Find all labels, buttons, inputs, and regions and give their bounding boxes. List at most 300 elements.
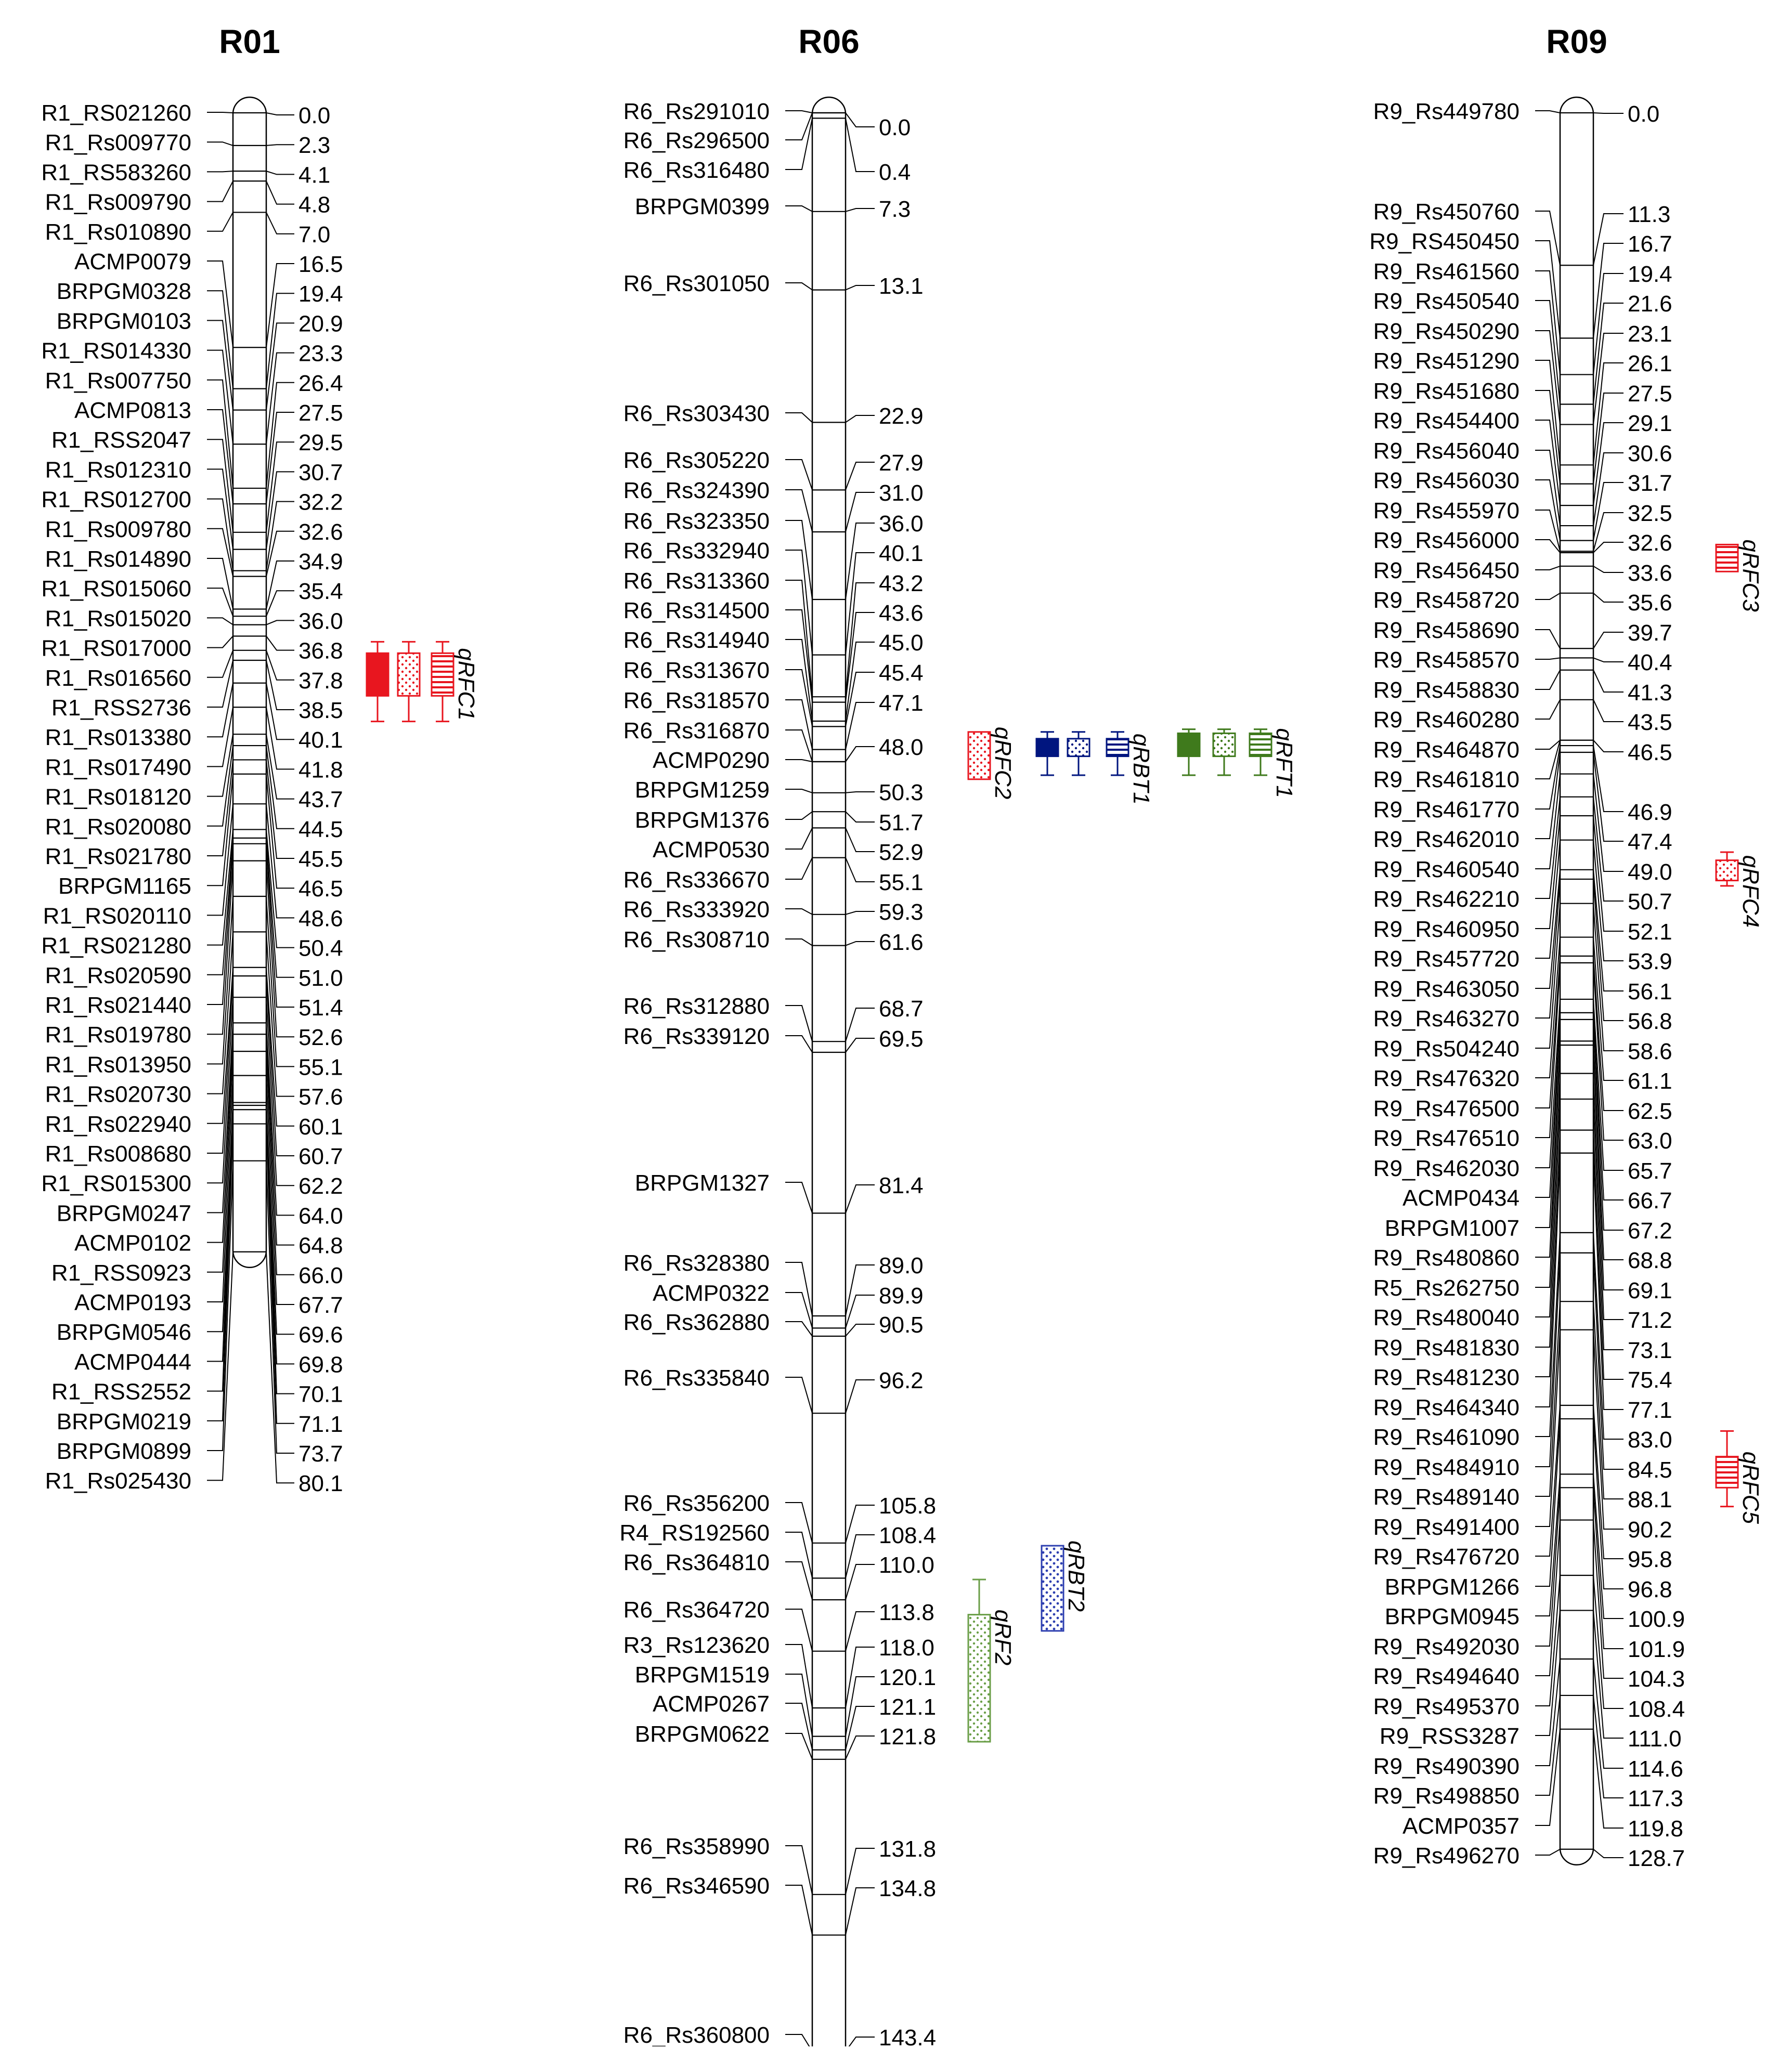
marker-position: 32.5: [1628, 501, 1672, 526]
marker-position: 96.2: [879, 1368, 924, 1393]
marker-position: 100.9: [1628, 1607, 1685, 1632]
marker-position: 49.0: [1628, 859, 1672, 885]
marker-name: BRPGM1519: [634, 1662, 770, 1688]
marker-name: R6_Rs332940: [623, 538, 770, 564]
marker-connector: [785, 111, 812, 113]
marker-connector: [785, 1036, 812, 1052]
position-connector: [1593, 700, 1624, 722]
marker-position: 46.9: [1628, 800, 1672, 825]
qtl-label: qRBT2: [1063, 1541, 1089, 1612]
marker-position: 34.9: [298, 549, 343, 575]
position-connector: [846, 492, 875, 532]
marker-position: 89.9: [879, 1283, 924, 1309]
marker-connector: [207, 1252, 233, 1480]
marker-connector: [785, 1885, 812, 1935]
marker-name: R9_Rs450290: [1373, 319, 1520, 344]
marker-position: 114.6: [1628, 1756, 1683, 1782]
position-connector: [1593, 1849, 1624, 1858]
linkage-group-r09: [1369, 23, 1763, 1871]
position-connector: [846, 911, 875, 915]
marker-connector: [1535, 450, 1560, 526]
position-connector: [846, 583, 875, 697]
marker-position: 41.3: [1628, 680, 1672, 706]
position-connector: [846, 1888, 875, 1935]
marker-name: R9_Rs484910: [1373, 1455, 1520, 1480]
marker-name: R1_Rs019780: [45, 1022, 191, 1048]
marker-connector: [785, 812, 812, 819]
marker-name: BRPGM1327: [634, 1170, 770, 1196]
marker-connector: [207, 734, 233, 796]
marker-name: R1_Rs015020: [45, 606, 191, 632]
marker-name: R9_Rs461090: [1373, 1425, 1520, 1450]
position-connector: [266, 650, 294, 680]
chromosome-bar: [233, 97, 266, 1268]
marker-connector: [1535, 1610, 1560, 1735]
position-connector: [266, 861, 294, 1037]
marker-position: 77.1: [1628, 1398, 1672, 1423]
marker-name: R3_Rs123620: [623, 1633, 770, 1658]
marker-connector: [207, 529, 233, 577]
marker-position: 48.0: [879, 735, 924, 760]
marker-name: R9_Rs480040: [1373, 1305, 1520, 1330]
marker-name: R1_Rs017490: [45, 754, 191, 780]
position-connector: [266, 734, 294, 799]
marker-name: R6_Rs314940: [623, 628, 770, 653]
marker-name: R6_Rs356200: [623, 1491, 770, 1516]
marker-connector: [785, 939, 812, 946]
qtl-box: [1036, 739, 1058, 756]
marker-position: 65.7: [1628, 1158, 1672, 1184]
marker-name: R1_Rs022940: [45, 1111, 191, 1137]
marker-connector: [207, 350, 233, 445]
marker-position: 113.8: [879, 1600, 934, 1625]
marker-name: R1_Rs009790: [45, 189, 191, 215]
marker-position: 64.0: [298, 1203, 343, 1229]
marker-connector: [785, 206, 812, 212]
position-connector: [846, 1295, 875, 1328]
marker-connector: [785, 1733, 812, 1759]
qtl-label: qRFC1: [453, 648, 479, 721]
marker-connector: [1535, 700, 1560, 719]
marker-position: 27.5: [1628, 381, 1672, 407]
marker-name: R9_Rs463050: [1373, 976, 1520, 1002]
marker-position: 81.4: [879, 1173, 924, 1198]
marker-connector: [785, 460, 812, 490]
marker-connector: [785, 700, 812, 750]
marker-position: 32.6: [298, 519, 343, 545]
marker-connector: [785, 118, 812, 169]
marker-position: 88.1: [1628, 1487, 1672, 1512]
marker-name: R9_Rs457720: [1373, 946, 1520, 972]
marker-position: 71.2: [1628, 1308, 1672, 1333]
marker-position: 16.7: [1628, 231, 1672, 257]
marker-position: 73.1: [1628, 1338, 1672, 1363]
marker-position: 27.9: [879, 450, 924, 476]
position-connector: [1593, 513, 1624, 551]
marker-name: R9_Rs451680: [1373, 379, 1520, 404]
marker-connector: [207, 320, 233, 410]
marker-position: 80.1: [298, 1471, 343, 1497]
marker-connector: [785, 760, 812, 762]
qtl-label: qRF2: [990, 1609, 1016, 1666]
marker-name: R1_RS012700: [41, 487, 191, 513]
marker-name: BRPGM0399: [634, 194, 770, 219]
marker-position: 43.5: [1628, 710, 1672, 735]
position-connector: [266, 412, 294, 504]
qtl-qrfc2: [968, 727, 1016, 799]
marker-position: 40.4: [1628, 650, 1672, 675]
qtl-label: qRFC4: [1738, 855, 1763, 928]
marker-name: R1_RS021260: [41, 100, 191, 126]
marker-name: R1_Rs020080: [45, 814, 191, 840]
marker-connector: [1535, 1729, 1560, 1825]
position-connector: [266, 774, 294, 888]
marker-name: BRPGM0219: [56, 1408, 191, 1434]
marker-name: R1_Rs021780: [45, 844, 191, 869]
marker-position: 40.1: [879, 541, 924, 566]
qtl-qrbt1: [1036, 732, 1154, 805]
qtl-box: [367, 653, 388, 696]
qtl-label: qRFT1: [1271, 728, 1297, 798]
marker-connector: [1535, 540, 1560, 553]
marker-connector: [785, 1562, 812, 1600]
marker-position: 43.7: [298, 787, 343, 813]
marker-name: ACMP0444: [74, 1349, 191, 1375]
marker-name: R1_Rs018120: [45, 784, 191, 810]
marker-name: R9_Rs462010: [1373, 827, 1520, 852]
position-connector: [1593, 593, 1624, 602]
marker-name: R9_Rs492030: [1373, 1634, 1520, 1660]
marker-position: 50.7: [1628, 889, 1672, 915]
marker-position: 39.7: [1628, 620, 1672, 646]
marker-connector: [1535, 1253, 1560, 1467]
marker-connector: [207, 618, 233, 624]
marker-position: 7.0: [298, 221, 331, 247]
marker-name: R6_Rs336670: [623, 867, 770, 893]
qtl-box: [968, 1615, 990, 1742]
marker-name: R9_Rs449780: [1373, 99, 1520, 124]
position-connector: [266, 591, 294, 616]
marker-position: 21.6: [1628, 291, 1672, 317]
marker-name: R6_Rs328380: [623, 1250, 770, 1276]
marker-position: 30.7: [298, 460, 343, 486]
marker-name: R9_Rs491400: [1373, 1515, 1520, 1540]
marker-position: 32.2: [298, 489, 343, 515]
marker-position: 70.1: [298, 1381, 343, 1407]
marker-name: R9_Rs461810: [1373, 767, 1520, 792]
marker-name: R6_Rs358990: [623, 1834, 770, 1859]
chromosome-title: R06: [798, 23, 860, 60]
position-connector: [846, 1505, 875, 1543]
marker-name: BRPGM1266: [1384, 1574, 1520, 1600]
marker-name: R9_RSS3287: [1379, 1724, 1520, 1749]
position-connector: [846, 1324, 875, 1336]
marker-connector: [207, 410, 233, 504]
marker-position: 33.6: [1628, 560, 1672, 586]
position-connector: [266, 636, 294, 650]
qtl-qrf2: [968, 1580, 1016, 1742]
marker-name: R1_Rs009770: [45, 130, 191, 156]
marker-name: R6_Rs308710: [623, 927, 770, 952]
marker-position: 121.8: [879, 1724, 937, 1750]
marker-position: 7.3: [879, 197, 911, 222]
marker-position: 121.1: [879, 1694, 937, 1720]
marker-position: 69.8: [298, 1352, 343, 1378]
qtl-qrfc4: [1716, 852, 1763, 928]
position-connector: [846, 1038, 875, 1052]
marker-position: 118.0: [879, 1635, 934, 1661]
marker-connector: [785, 730, 812, 762]
marker-name: R1_Rs021440: [45, 993, 191, 1018]
position-connector: [266, 323, 294, 410]
marker-position: 26.1: [1628, 351, 1672, 376]
marker-position: 61.6: [879, 930, 924, 955]
marker-position: 52.6: [298, 1025, 343, 1051]
marker-name: R1_Rs025430: [45, 1468, 191, 1494]
marker-position: 134.8: [879, 1876, 937, 1901]
marker-connector: [207, 212, 233, 231]
marker-position: 19.4: [1628, 262, 1672, 287]
marker-name: R6_Rs313360: [623, 568, 770, 594]
marker-name: R9_Rs458570: [1373, 647, 1520, 673]
marker-name: R6_Rs314500: [623, 598, 770, 623]
marker-connector: [1535, 566, 1560, 570]
marker-name: R6_Rs339120: [623, 1024, 770, 1049]
position-connector: [1593, 746, 1624, 812]
marker-name: R6_Rs316480: [623, 158, 770, 183]
position-connector: [846, 118, 875, 172]
marker-name: R1_Rs020730: [45, 1081, 191, 1107]
position-connector: [846, 672, 875, 726]
marker-name: R9_Rs458690: [1373, 618, 1520, 643]
marker-name: R6_Rs333920: [623, 897, 770, 922]
marker-name: R6_Rs318570: [623, 688, 770, 713]
marker-position: 4.1: [298, 162, 331, 188]
marker-name: BRPGM0622: [634, 1721, 770, 1747]
position-connector: [846, 1647, 875, 1708]
marker-name: BRPGM0328: [56, 279, 191, 305]
marker-position: 27.5: [298, 400, 343, 426]
marker-name: R1_RS020110: [43, 903, 191, 929]
marker-name: R9_Rs456450: [1373, 558, 1520, 583]
marker-name: BRPGM0945: [1384, 1604, 1520, 1629]
marker-name: R1_RSS2736: [51, 695, 191, 721]
position-connector: [1593, 1487, 1624, 1649]
marker-name: R6_Rs323350: [623, 508, 770, 534]
position-connector: [846, 462, 875, 490]
marker-name: R9_Rs504240: [1373, 1036, 1520, 1062]
marker-name: R9_Rs476510: [1373, 1126, 1520, 1151]
marker-connector: [785, 413, 812, 422]
marker-name: R1_Rs007750: [45, 368, 191, 394]
marker-position: 95.8: [1628, 1547, 1672, 1572]
marker-name: R6_Rs303430: [623, 401, 770, 426]
marker-name: R9_RS450450: [1369, 229, 1520, 254]
marker-name: R6_Rs364810: [623, 1550, 770, 1575]
marker-position: 45.0: [879, 630, 924, 656]
marker-name: R9_Rs456030: [1373, 468, 1520, 493]
marker-position: 53.9: [1628, 949, 1672, 974]
qtl-label: qRFC2: [990, 726, 1016, 800]
marker-position: 101.9: [1628, 1637, 1685, 1662]
marker-position: 108.4: [1628, 1696, 1685, 1722]
marker-position: 43.6: [879, 601, 924, 626]
marker-connector: [207, 261, 233, 347]
qtl-box: [398, 653, 420, 696]
marker-connector: [785, 1503, 812, 1543]
marker-name: R9_Rs451290: [1373, 348, 1520, 374]
marker-name: R9_Rs476720: [1373, 1544, 1520, 1570]
marker-connector: [1535, 740, 1560, 779]
position-connector: [846, 747, 875, 762]
marker-name: R9_Rs456040: [1373, 438, 1520, 464]
marker-name: R6_Rs296500: [623, 128, 770, 153]
marker-connector: [785, 1293, 812, 1328]
marker-position: 50.4: [298, 935, 343, 961]
marker-name: ACMP0102: [74, 1230, 191, 1256]
marker-position: 62.5: [1628, 1099, 1672, 1124]
marker-connector: [1535, 420, 1560, 505]
marker-name: R1_Rs008680: [45, 1141, 191, 1167]
marker-name: R9_Rs458720: [1373, 588, 1520, 613]
marker-position: 84.5: [1628, 1457, 1672, 1483]
position-connector: [1593, 670, 1624, 692]
marker-connector: [785, 520, 812, 599]
qtl-label: qRBT1: [1128, 733, 1154, 805]
marker-position: 22.9: [879, 403, 924, 429]
marker-position: 11.3: [1628, 202, 1671, 227]
marker-connector: [1535, 331, 1560, 424]
chromosome-bar: [1560, 97, 1593, 1865]
qtl-box: [1716, 544, 1738, 571]
marker-name: R6_Rs301050: [623, 271, 770, 296]
marker-name: BRPGM0103: [56, 308, 191, 334]
marker-connector: [785, 789, 812, 793]
marker-position: 0.0: [879, 115, 911, 140]
marker-name: R6_Rs360800: [623, 2022, 770, 2046]
marker-position: 44.5: [298, 816, 343, 842]
qtl-qrfc5: [1716, 1431, 1763, 1524]
marker-connector: [785, 283, 812, 290]
position-connector: [846, 702, 875, 750]
marker-position: 47.4: [1628, 829, 1672, 855]
marker-name: R1_RS583260: [41, 160, 191, 186]
marker-position: 0.4: [879, 160, 911, 185]
marker-position: 26.4: [298, 370, 343, 396]
position-connector: [846, 1265, 875, 1316]
marker-name: R9_Rs460540: [1373, 857, 1520, 882]
marker-name: ACMP0357: [1402, 1813, 1520, 1839]
marker-position: 47.1: [879, 690, 924, 716]
marker-position: 104.3: [1628, 1666, 1685, 1692]
marker-connector: [785, 490, 812, 532]
marker-connector: [1535, 241, 1560, 338]
marker-name: R6_Rs291010: [623, 99, 770, 124]
marker-position: 71.1: [298, 1411, 343, 1437]
marker-name: ACMP0267: [652, 1691, 770, 1717]
marker-connector: [1535, 658, 1560, 659]
position-connector: [846, 1185, 875, 1213]
marker-connector: [785, 828, 812, 849]
position-connector: [846, 828, 875, 852]
position-connector: [846, 415, 875, 422]
marker-name: ACMP0079: [74, 249, 191, 275]
marker-position: 131.8: [879, 1836, 937, 1862]
marker-name: R9_Rs450760: [1373, 199, 1520, 225]
marker-name: R4_RS192560: [619, 1520, 770, 1546]
marker-position: 63.0: [1628, 1128, 1672, 1154]
qtl-box: [1178, 733, 1200, 756]
marker-position: 61.1: [1628, 1068, 1672, 1094]
marker-position: 68.7: [879, 996, 924, 1022]
marker-position: 29.1: [1628, 411, 1672, 436]
marker-name: R9_Rs458830: [1373, 677, 1520, 703]
marker-name: R9_Rs455970: [1373, 498, 1520, 524]
marker-name: R9_Rs481830: [1373, 1335, 1520, 1361]
marker-name: R1_RS015060: [41, 576, 191, 602]
marker-name: R1_Rs013950: [45, 1052, 191, 1078]
marker-connector: [785, 858, 812, 879]
marker-connector: [207, 636, 233, 647]
marker-connector: [1535, 1695, 1560, 1795]
marker-position: 46.5: [298, 876, 343, 902]
marker-connector: [1535, 1849, 1560, 1855]
position-connector: [846, 1612, 875, 1651]
position-connector: [266, 660, 294, 710]
marker-name: R1_RSS2552: [51, 1379, 191, 1405]
position-connector: [266, 171, 294, 174]
position-connector: [1593, 542, 1624, 553]
marker-position: 45.4: [879, 660, 924, 686]
marker-name: R9_Rs462030: [1373, 1156, 1520, 1181]
marker-name: BRPGM0899: [56, 1439, 191, 1464]
qtl-box: [1213, 733, 1235, 756]
marker-position: 69.6: [298, 1322, 343, 1348]
marker-position: 59.3: [879, 899, 924, 925]
marker-position: 58.6: [1628, 1039, 1672, 1064]
marker-connector: [207, 171, 233, 172]
marker-position: 23.1: [1628, 321, 1672, 347]
linkage-group-r01: [41, 23, 479, 1496]
marker-position: 36.0: [879, 511, 924, 537]
position-connector: [1593, 566, 1624, 572]
marker-name: R5_Rs262750: [1373, 1275, 1520, 1301]
marker-position: 45.5: [298, 846, 343, 872]
qtl-box: [968, 732, 990, 779]
marker-name: R1_RSS2047: [51, 427, 191, 453]
marker-position: 50.3: [879, 780, 924, 805]
marker-position: 0.0: [1628, 101, 1660, 127]
marker-position: 43.2: [879, 571, 924, 596]
marker-position: 52.9: [879, 840, 924, 865]
marker-name: R1_Rs020590: [45, 962, 191, 988]
qtl-box: [1107, 739, 1128, 756]
qtl-box: [1042, 1546, 1063, 1631]
marker-connector: [207, 650, 233, 677]
marker-position: 20.9: [298, 311, 343, 337]
marker-name: R9_Rs461770: [1373, 797, 1520, 823]
position-connector: [1593, 363, 1624, 465]
marker-name: R9_Rs460280: [1373, 707, 1520, 733]
marker-position: 117.3: [1628, 1786, 1683, 1811]
marker-position: 119.8: [1628, 1816, 1683, 1842]
marker-position: 108.4: [879, 1523, 937, 1548]
position-connector: [846, 208, 875, 212]
marker-position: 55.1: [298, 1054, 343, 1080]
position-connector: [266, 472, 294, 549]
marker-name: BRPGM1165: [58, 873, 191, 899]
marker-position: 83.0: [1628, 1427, 1672, 1453]
